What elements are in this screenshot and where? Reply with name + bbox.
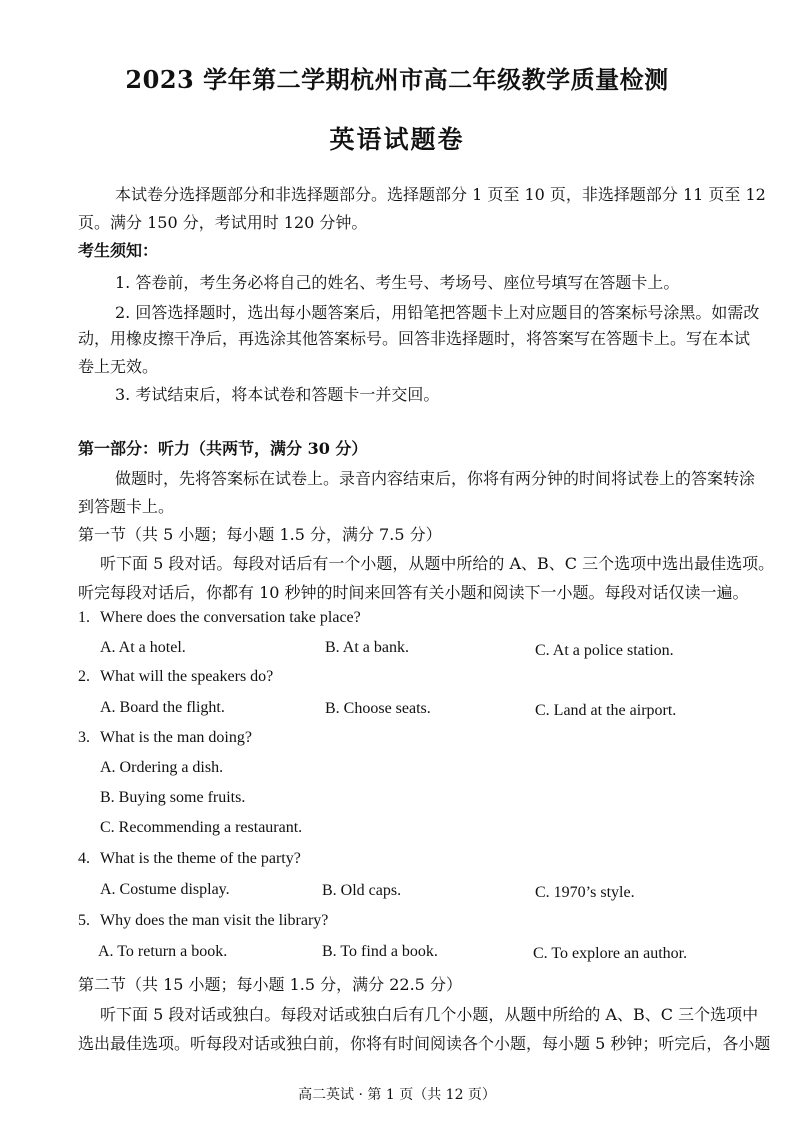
question-3 <box>78 729 252 747</box>
question-2 <box>78 668 273 686</box>
part1-heading: 第一部分：听力（共两节，满分 30 分） <box>78 439 368 458</box>
option-b: B. Old caps. <box>322 882 402 899</box>
question-number: 2. <box>78 668 90 685</box>
option-c: C. Land at the airport. <box>535 702 677 719</box>
notice-heading: 考生须知： <box>78 241 159 260</box>
option-c: C. At a police station. <box>535 642 674 659</box>
section2-heading: 第二节（共 15 小题；每小题 1.5 分，满分 22.5 分） <box>78 975 462 994</box>
option-c: C. 1970’s style. <box>535 884 635 901</box>
question-number: 3. <box>78 729 90 746</box>
section2-desc: 选出最佳选项。听每段对话或独白前，你将有时间阅读各个小题，每小题 5 秒钟；听完后，各小题 <box>78 1034 771 1053</box>
question-number: 5. <box>78 912 90 929</box>
question-text: Why does the man visit the library? <box>100 912 329 929</box>
question-number: 4. <box>78 850 90 867</box>
question-text: What will the speakers do? <box>100 668 274 685</box>
question-text: Where does the conversation take place? <box>100 609 361 626</box>
question-number: 1. <box>78 609 90 626</box>
exam-title: 2023 学年第二学期杭州市高二年级教学质量检测 <box>125 65 669 94</box>
question-5 <box>78 912 328 930</box>
exam-subtitle: 英语试题卷 <box>329 125 465 154</box>
notice-item: 1. 答卷前，考生务必将自己的姓名、考生号、考场号、座位号填写在答题卡上。 <box>115 273 680 292</box>
intro-line: 本试卷分选择题部分和非选择题部分。选择题部分 1 页至 10 页，非选择题部分 11 页至 12 <box>115 185 766 204</box>
page-footer: 高二英试 · 第 1 页（共 12 页） <box>298 1087 496 1103</box>
option-c: C. To explore an author. <box>533 945 688 962</box>
section1-desc: 听下面 5 段对话。每段对话后有一个小题，从题中所给的 A、B、C 三个选项中选出最佳选项。 <box>100 554 775 573</box>
notice-item: 卷上无效。 <box>78 357 159 376</box>
question-4 <box>78 850 301 868</box>
notice-item: 动，用橡皮擦干净后，再选涂其他答案标号。回答非选择题时，将答案写在答题卡上。写在本试 <box>78 329 751 348</box>
question-text: What is the theme of the party? <box>100 850 301 867</box>
option-b: B. At a bank. <box>325 639 409 656</box>
option-a: A. Costume display. <box>100 881 230 898</box>
section2-desc: 听下面 5 段对话或独白。每段对话或独白后有几个小题，从题中所给的 A、B、C 三个选项中 <box>100 1005 759 1024</box>
option-a: A. Board the flight. <box>100 699 225 716</box>
question-1 <box>78 609 361 627</box>
section1-heading: 第一节（共 5 小题；每小题 1.5 分，满分 7.5 分） <box>78 525 442 544</box>
option-b: B. Buying some fruits. <box>100 789 246 806</box>
question-text: What is the man doing? <box>100 729 252 746</box>
option-c: C. Recommending a restaurant. <box>100 819 303 836</box>
notice-item: 3. 考试结束后，将本试卷和答题卡一并交回。 <box>115 385 440 404</box>
part1-desc: 到答题卡上。 <box>78 497 175 516</box>
option-b: B. To find a book. <box>322 943 438 960</box>
option-a: A. Ordering a dish. <box>100 759 224 776</box>
section1-desc: 听完每段对话后，你都有 10 秒钟的时间来回答有关小题和阅读下一小题。每段对话仅读一遍。 <box>78 583 749 602</box>
notice-item: 2. 回答选择题时，选出每小题答案后，用铅笔把答题卡上对应题目的答案标号涂黑。如需改 <box>115 303 760 322</box>
option-a: A. To return a book. <box>98 943 228 960</box>
part1-desc: 做题时，先将答案标在试卷上。录音内容结束后，你将有两分钟的时间将试卷上的答案转涂 <box>115 469 756 488</box>
intro-line: 页。满分 150 分，考试用时 120 分钟。 <box>78 213 368 232</box>
option-a: A. At a hotel. <box>100 639 186 656</box>
option-b: B. Choose seats. <box>325 700 431 717</box>
